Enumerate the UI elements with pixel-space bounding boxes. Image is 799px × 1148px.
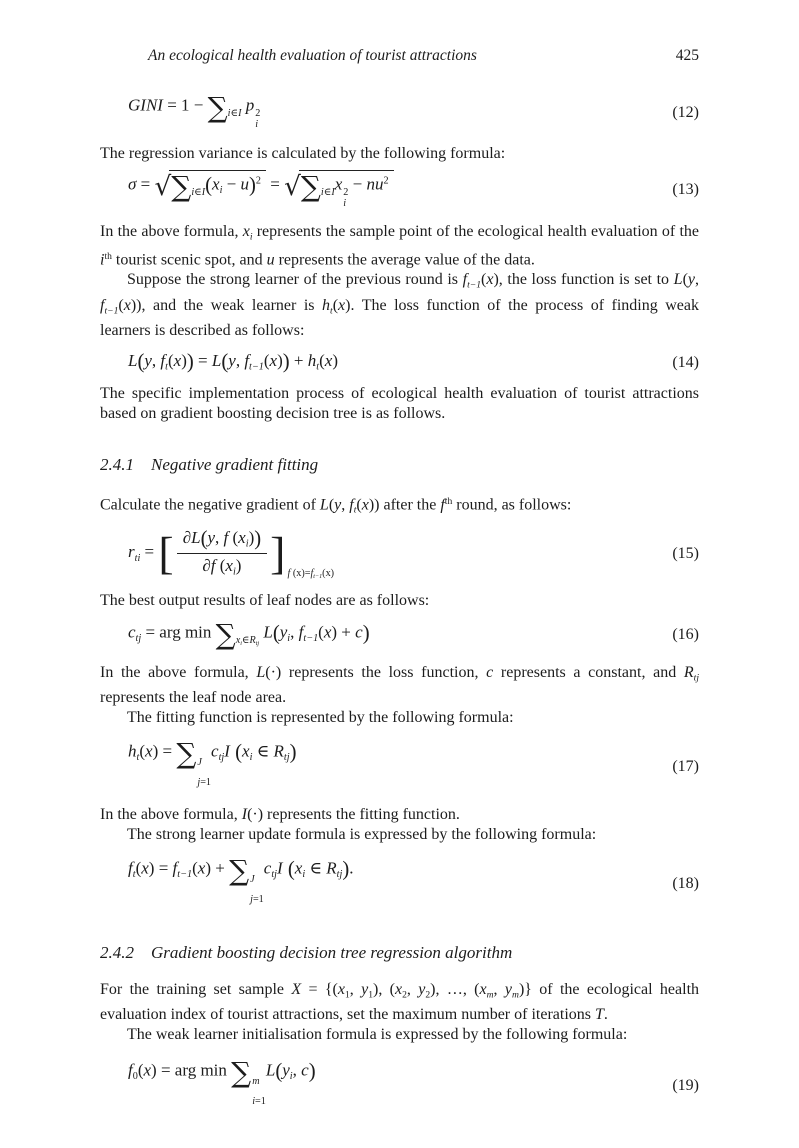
equation-18-math: $f_t(x) = f_{t-1}(x)$ + ∑ J j=1 $c_{tj}I$ ($x_i$ ∈ $R_{tj}$).: [128, 854, 354, 905]
paragraph-calculate-gradient: Calculate the negative gradient of L(y, $f_t(x)$) after the $f^{th}$ round, as follows:: [100, 495, 572, 516]
section-heading-2-4-1: [100, 454, 699, 476]
paragraph-specific-implementation: The specific implementation process of ecological health evaluation of tourist attractions based on gradient boosting decision tree is as follows.: [100, 384, 699, 422]
section-heading-2-4-2: [100, 942, 699, 964]
paragraph-above-formula-xi: In the above formula, $x_i$ represents the sample point of the ecological health evaluation of the $i^{th}$ tourist scenic spot, and u represents the average value of the data.: [100, 222, 699, 269]
running-title: An ecological health evaluation of tourist attractions: [148, 47, 477, 64]
equation-17: [100, 737, 699, 793]
equation-19-number: (19): [672, 1076, 699, 1094]
equation-19-math: $f_0(x)$ = arg min ∑ m i=1 $L(y_i$, c): [128, 1056, 316, 1108]
equation-15-number: (15): [672, 545, 699, 563]
paragraph-above-formula-loss: In the above formula, L(·) represents the loss function, c represents a constant, and $R_{tj}$ represents the leaf node area.: [100, 664, 700, 707]
equation-12-number: (12): [672, 103, 699, 121]
equation-15: [100, 528, 699, 579]
paragraph-best-output: The best output results of leaf nodes are as follows:: [100, 592, 430, 610]
section-2-4-2-number: 2.4.2: [100, 942, 134, 962]
equation-19: [100, 1056, 699, 1112]
equation-18-number: (18): [672, 874, 699, 892]
equation-16: [100, 618, 699, 652]
equation-16-number: (16): [672, 626, 699, 644]
equation-18: [100, 854, 699, 910]
section-2-4-1-title: Negative gradient fitting: [151, 454, 319, 474]
paragraph-training-set: For the training set sample $X = \{(x_1$, $y_1$), ($x_2$, $y_2$), …, ($x_m$, $y_m$)} of the ecological health evaluation index of tourist attractions, set the maximum number of iterations T.: [100, 980, 700, 1024]
page-header: [100, 46, 699, 66]
equation-15-math: $r_{ti}$ = [ $\frac{\partial L(y, f (x_i))}{\partial f (x_i)}$ ] $_{f (x)=f_{t-1}(x)}$: [128, 527, 335, 581]
paragraph-fitting-function: The fitting function is represented by the following formula:: [127, 709, 514, 727]
equation-12: [100, 91, 699, 131]
equation-13-math: $\sigma = √\sum_{i\in I}(x_i - u)^2 = √\sum_{i\in I}x$ 2 i − $nu^2$: [128, 170, 672, 209]
page-number: 425: [675, 47, 699, 64]
section-2-4-2-title: Gradient boosting decision tree regression algorithm: [151, 942, 513, 962]
equation-17-number: (17): [672, 758, 699, 776]
equation-13: [100, 170, 699, 209]
paragraph-weak-learner-init: The weak learner initialisation formula is expressed by the following formula:: [127, 1026, 628, 1044]
equation-16-math: $c_{tj}$ = arg $\min \sum_{x_i\in R_{tj}}$ $L(y_i$, $f_{t-1}(x) + c$): [128, 618, 370, 652]
equation-14-math: L(y, $f_t(x)) = L(y$, $f_{t-1}(x)) + h_t(x)$: [128, 351, 338, 374]
section-2-4-1-number: 2.4.1: [100, 454, 134, 474]
equation-14: [100, 351, 699, 374]
paragraph-above-formula-fitting: In the above formula, I(·) represents the fitting function.: [100, 806, 460, 824]
equation-17-math: $h_t(x)$ = ∑ J j=1 $c_{tj}I$ ($x_i$ ∈ $R_{tj}$): [128, 737, 297, 789]
equation-13-number: (13): [672, 181, 699, 199]
equation-12-math: GINI = $1 - \sum_{i\in I}$ p 2 i: [128, 91, 261, 131]
paragraph-suppose-strong-learner: Suppose the strong learner of the previous round is $f_{t-1}(x)$, the loss function is set to L(y, $f_{t-1}(x)$), and the weak learner is $h_t(x)$. The loss function of the process of finding weak learners is described as follows:: [100, 271, 700, 339]
paragraph-strong-learner-update: The strong learner update formula is expressed by the following formula:: [127, 826, 597, 844]
equation-14-number: (14): [672, 353, 699, 371]
paragraph-regression-variance: The regression variance is calculated by the following formula:: [100, 145, 506, 163]
